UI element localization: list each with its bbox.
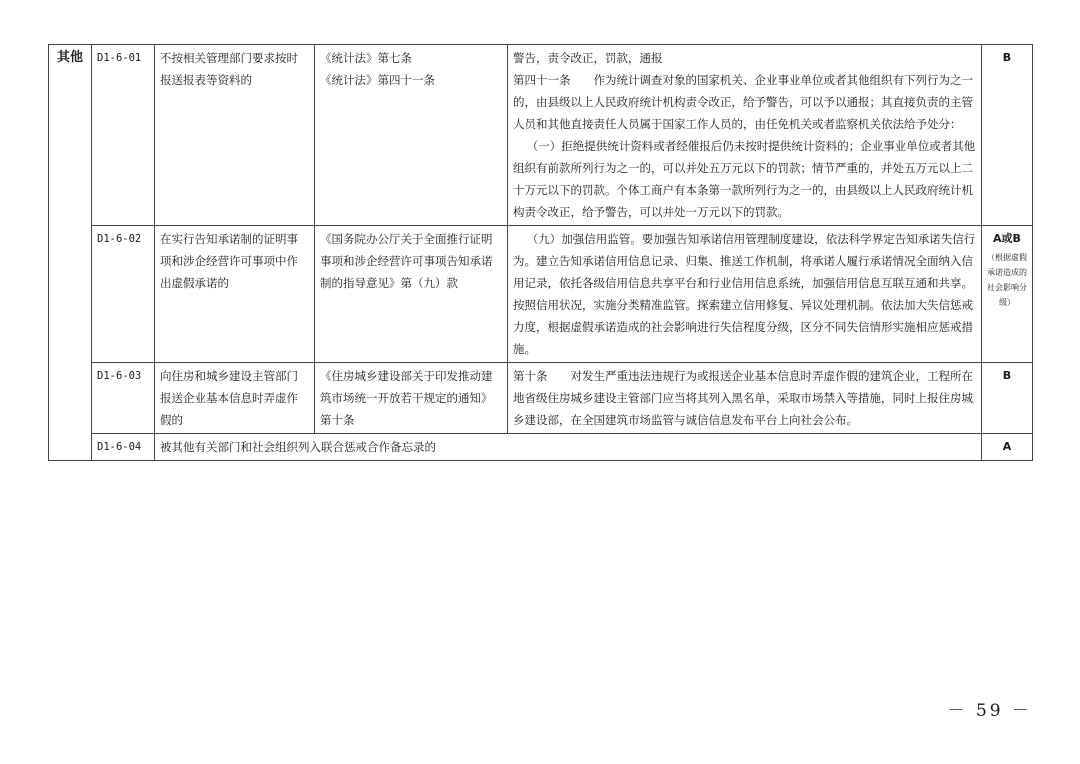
row-level xyxy=(982,363,1033,434)
row-level xyxy=(982,226,1033,363)
basis-line: 《统计法》第四十一条 xyxy=(320,73,435,87)
basis-line: 《国务院办公厅关于全面推行证明事项和涉企经营许可事项告知承诺制的指导意见》第（九）款 xyxy=(320,232,493,290)
row-behavior: 不按相关管理部门要求按时报送报表等资料的 xyxy=(155,45,315,226)
row-behavior: 被其他有关部门和社会组织列入联合惩戒合作备忘录的 xyxy=(155,434,982,461)
measure-paragraph: （一）拒绝提供统计资料或者经催报后仍未按时提供统计资料的；企业事业单位或者其他组织有前款所列行为之一的，可以并处五万元以下的罚款；情节严重的，并处五万元以上二十万元以下的罚款。个体工商户有本条第一款所列行为之一的，由县级以上人民政府统计机构责令改正，给予警告，可以并处一万元以下的罚款。 xyxy=(513,139,976,219)
level-value: B xyxy=(1002,369,1012,382)
row-level xyxy=(982,45,1033,226)
level-value: A或B xyxy=(993,232,1021,245)
basis-line: 《住房城乡建设部关于印发推动建筑市场统一开放若干规定的通知》第十条 xyxy=(320,369,493,427)
level-value: A xyxy=(1002,440,1012,453)
row-behavior: 向住房和城乡建设主管部门报送企业基本信息时弄虚作假的 xyxy=(155,363,315,434)
level-note: （根据虚假承诺造成的社会影响分级） xyxy=(987,253,1027,307)
category-cell: 其他 xyxy=(49,45,92,461)
row-level xyxy=(982,434,1033,461)
table-row xyxy=(49,363,1033,434)
row-behavior: 在实行告知承诺制的证明事项和涉企经营许可事项中作出虚假承诺的 xyxy=(155,226,315,363)
table-row xyxy=(49,226,1033,363)
row-basis xyxy=(315,226,508,363)
regulation-table xyxy=(48,44,1033,461)
table-row xyxy=(49,45,1033,226)
row-basis xyxy=(315,363,508,434)
measure-paragraph: （九）加强信用监管。要加强告知承诺信用管理制度建设，依法科学界定告知承诺失信行为。建立告知承诺信用信息记录、归集、推送工作机制，将承诺人履行承诺情况全面纳入信用记录，依托各级信用信息共享平台和行业信用信息系统，加强信用信息互联互通和共享。按照信用状况，实施分类精准监管。探索建立信用修复、异议处理机制。依法加大失信惩戒力度，根据虚假承诺造成的社会影响进行失信程度分级，区分不同失信情形实施相应惩戒措施。 xyxy=(513,232,976,356)
row-measures xyxy=(508,363,982,434)
row-basis xyxy=(315,45,508,226)
measure-paragraph: 第四十一条 作为统计调查对象的国家机关、企业事业单位或者其他组织有下列行为之一的，由县级以上人民政府统计机构责令改正，给予警告，可以予以通报；其直接负责的主管人员和其他直接责任人员属于国家工作人员的，由任免机关或者监察机关依法给予处分： xyxy=(513,73,973,131)
measure-paragraph: 警告，责令改正，罚款，通报 xyxy=(513,51,663,65)
row-code: D1-6-02 xyxy=(92,226,155,363)
page-number: － 59 － xyxy=(947,701,1032,721)
row-code: D1-6-04 xyxy=(92,434,155,461)
basis-line: 《统计法》第七条 xyxy=(320,51,412,65)
measure-paragraph: 第十条 对发生严重违法违规行为或报送企业基本信息时弄虚作假的建筑企业，工程所在地省级住房城乡建设主管部门应当将其列入黑名单，采取市场禁入等措施，同时上报住房城乡建设部，在全国建筑市场监管与诚信信息发布平台上向社会公布。 xyxy=(513,369,973,427)
row-code: D1-6-03 xyxy=(92,363,155,434)
level-value: B xyxy=(1002,51,1012,64)
row-code: D1-6-01 xyxy=(92,45,155,226)
row-measures xyxy=(508,45,982,226)
table-row xyxy=(49,434,1033,461)
row-measures xyxy=(508,226,982,363)
